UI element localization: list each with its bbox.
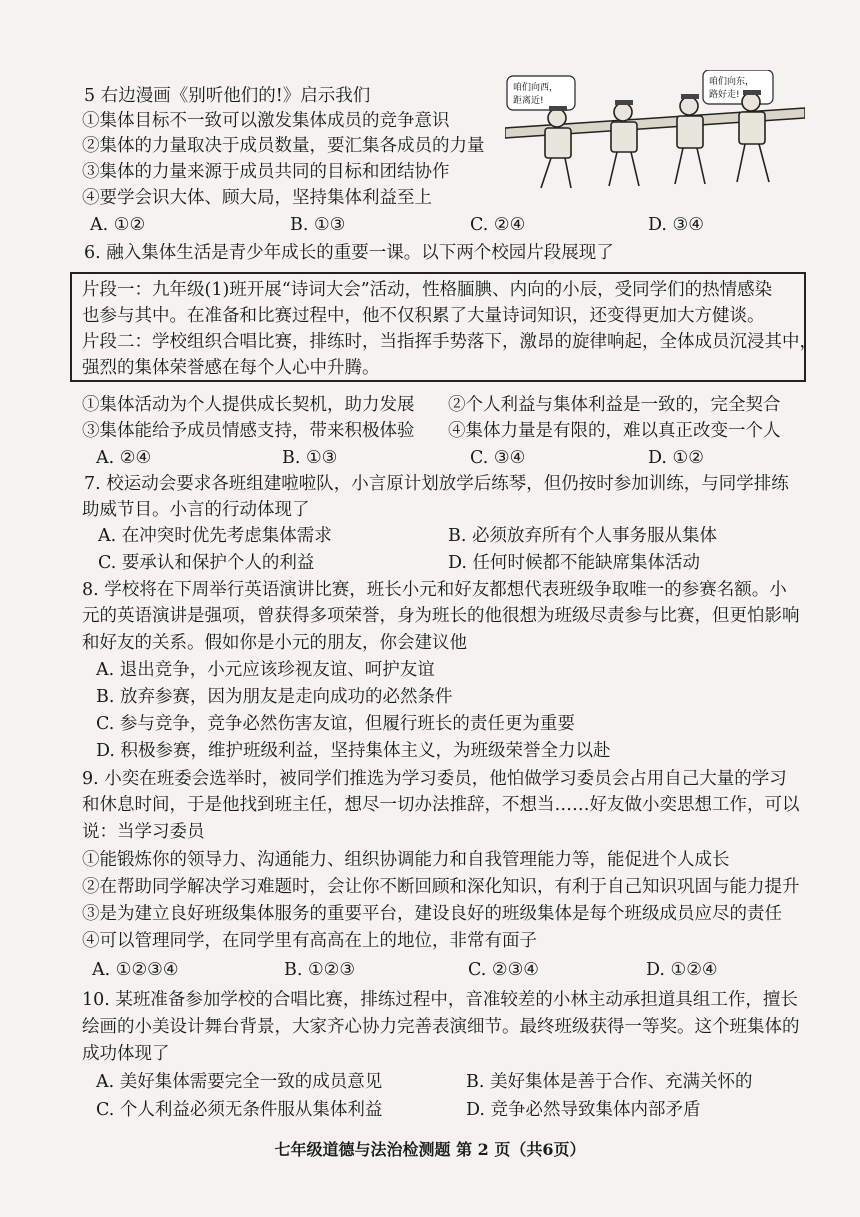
q6-stem: 6. 融入集体生活是青少年成长的重要一课。以下两个校园片段展现了 [84,243,614,263]
cartoon-bubble-left-line2: 距离近! [513,96,544,106]
q6-option-b: B. ①③ [282,448,338,468]
q8-stem-line-1: 8. 学校将在下周举行英语演讲比赛，班长小元和好友都想代表班级争取唯一的参赛名额。小 [82,580,787,600]
q9-stem-line-2: 和休息时间，于是他找到班主任，想尽一切办法推辞，不想当……好友做小奕思想工作，可以 [82,795,800,815]
q6-box-line-4: 强烈的集体荣誉感在每个人心中升腾。 [82,358,380,378]
q6-passage-box [70,272,817,382]
q9-option-d: D. ①②④ [646,960,718,980]
q10-option-c: C. 个人利益必须无条件服从集体利益 [96,1100,383,1120]
q5-item-1: ①集体目标不一致可以激发集体成员的竞争意识 [82,111,450,131]
q10-stem-line-1: 10. 某班准备参加学校的合唱比赛，排练过程中，音准较差的小林主动承担道具组工作，擅长 [82,990,798,1010]
q8-option-c: C. 参与竞争，竞争必然伤害友谊，但履行班长的责任更为重要 [96,714,575,734]
q9-item-3: ③是为建立良好班级集体服务的重要平台，建设良好的班级集体是每个班级成员应尽的责任 [82,904,782,924]
q8-stem-line-2: 元的英语演讲是强项，曾获得多项荣誉，身为班长的他很想为班级尽责参与比赛，但更怕影响 [82,606,800,626]
q5-option-c: C. ②④ [470,215,526,235]
cartoon-bubble-right-line1: 咱们向东， [709,77,755,87]
q7-option-d: D. 任何时候都不能缺席集体活动 [448,553,701,573]
q5-stem: 5 右边漫画《别听他们的!》启示我们 [84,86,371,106]
page-footer: 七年级道德与法治检测题 第 2 页（共6页） [274,1140,586,1159]
q9-option-b: B. ①②③ [284,960,356,980]
q6-item-2: ②个人利益与集体利益是一致的，完全契合 [448,395,781,415]
q9-item-4: ④可以管理同学，在同学里有高高在上的地位，非常有面子 [82,931,537,951]
q9-stem-line-1: 9. 小奕在班委会选举时，被同学们推选为学习委员，他怕做学习委员会占用自己大量的学习 [82,769,787,789]
q5-item-3: ③集体的力量来源于成员共同的目标和团结协作 [82,162,450,182]
cartoon-image [505,70,805,192]
q6-box-line-1: 片段一：九年级(1)班开展“诗词大会”活动，性格腼腆、内向的小辰，受同学们的热情感染 [82,280,773,300]
q5-option-a: A. ①② [90,215,146,235]
q6-box-line-2: 也参与其中。在准备和比赛过程中，他不仅积累了大量诗词知识，还变得更加大方健谈。 [82,306,765,326]
q5-item-4: ④要学会识大体、顾大局，坚持集体利益至上 [82,188,432,208]
q8-stem-line-3: 和好友的关系。假如你是小元的朋友，你会建议他 [82,633,467,653]
q7-option-a: A. 在冲突时优先考虑集体需求 [98,526,332,546]
q6-item-3: ③集体能给予成员情感支持，带来积极体验 [82,421,415,441]
q8-option-b: B. 放弃参赛，因为朋友是走向成功的必然条件 [96,687,453,707]
q9-option-c: C. ②③④ [468,960,539,980]
q10-option-d: D. 竞争必然导致集体内部矛盾 [466,1100,701,1120]
q10-option-a: A. 美好集体需要完全一致的成员意见 [96,1072,383,1092]
q5-option-b: B. ①③ [290,215,346,235]
q7-option-c: C. 要承认和保护个人的利益 [98,553,315,573]
q6-option-a: A. ②④ [96,448,152,468]
q10-option-b: B. 美好集体是善于合作、充满关怀的 [466,1072,753,1092]
q10-stem-line-3: 成功体现了 [82,1044,170,1064]
q6-option-c: C. ③④ [470,448,526,468]
q10-stem-line-2: 绘画的小美设计舞台背景，大家齐心协力完善表演细节。最终班级获得一等奖。这个班集体的 [82,1017,800,1037]
q9-option-a: A. ①②③④ [92,960,179,980]
q6-item-1: ①集体活动为个人提供成长契机，助力发展 [82,395,415,415]
q6-box-line-3: 片段二：学校组织合唱比赛，排练时，当指挥手势落下，激昂的旋律响起，全体成员沉浸其中， [82,332,817,352]
cartoon-bubble-right-line2: 路好走! [709,90,740,100]
q7-option-b: B. 必须放弃所有个人事务服从集体 [448,526,717,546]
q5-item-2: ②集体的力量取决于成员数量，要汇集各成员的力量 [82,136,485,156]
q8-option-a: A. 退出竞争，小元应该珍视友谊、呵护友谊 [96,660,435,680]
q9-item-1: ①能锻炼你的领导力、沟通能力、组织协调能力和自我管理能力等，能促进个人成长 [82,850,730,870]
q7-stem-line-1: 7. 校运动会要求各班组建啦啦队，小言原计划放学后练琴，但仍按时参加训练，与同学排练 [84,474,789,494]
q9-item-2: ②在帮助同学解决学习难题时，会让你不断回顾和深化知识，有利于自己知识巩固与能力提升 [82,877,800,897]
q6-item-4: ④集体力量是有限的，难以真正改变一个人 [448,421,781,441]
q9-stem-line-3: 说：当学习委员 [82,822,205,842]
cartoon-bubble-left-line1: 咱们向西， [513,83,559,93]
q7-stem-line-2: 助威节目。小言的行动体现了 [82,500,310,520]
q6-option-d: D. ①② [648,448,704,468]
q5-option-d: D. ③④ [648,215,704,235]
q8-option-d: D. 积极参赛，维护班级利益，坚持集体主义，为班级荣誉全力以赴 [96,741,611,761]
